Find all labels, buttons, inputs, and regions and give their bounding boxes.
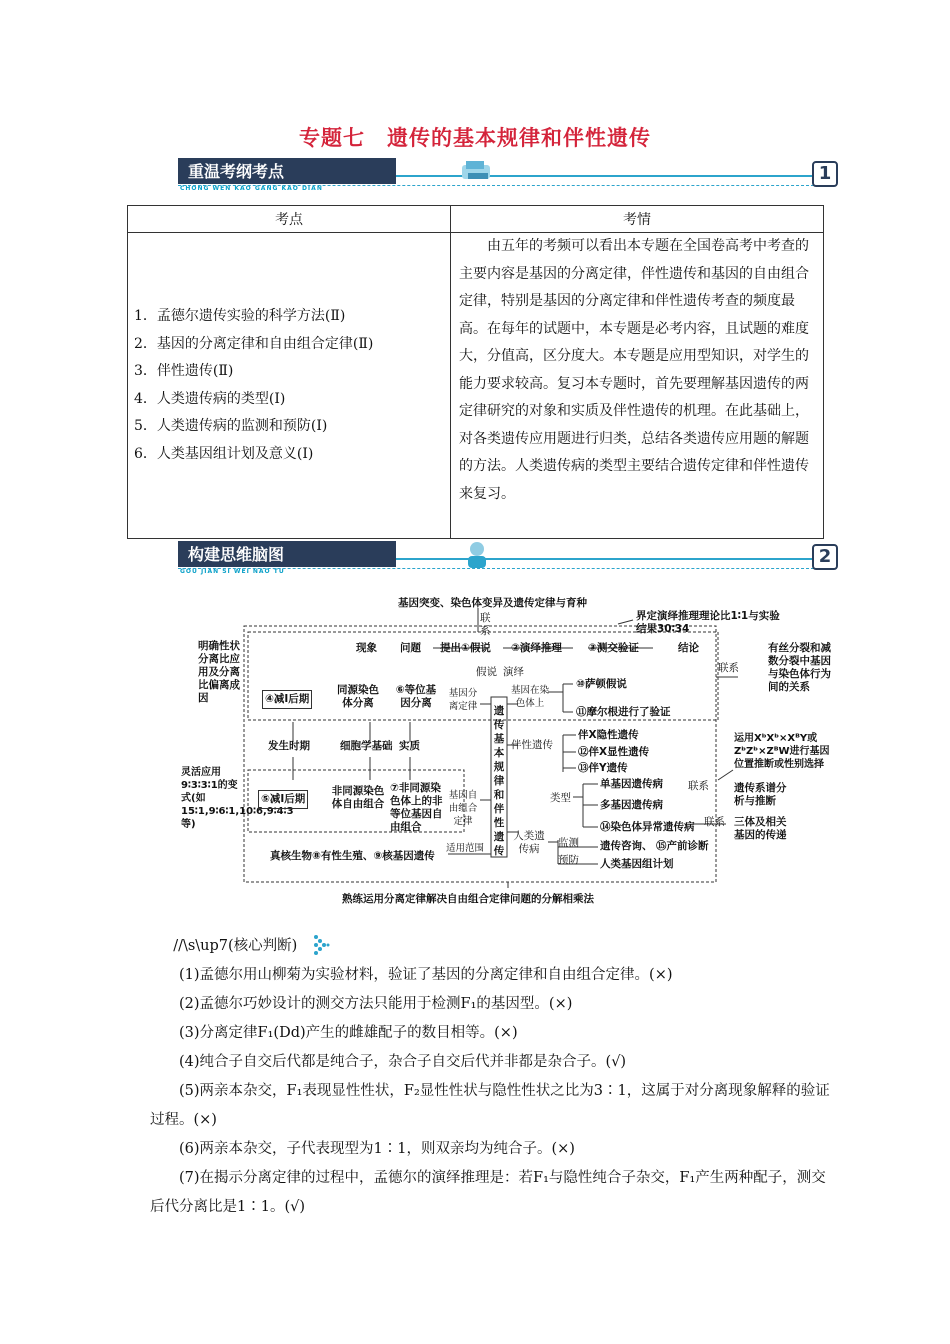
- section-pinyin: GOU JIAN SI WEI NAO TU: [180, 568, 285, 575]
- independent-assortment-law: 基因自由组合定律: [448, 790, 478, 827]
- essence: 实质: [399, 740, 420, 752]
- segregation-law: 基因分离定律: [448, 688, 478, 712]
- judgement-item: (1)孟德尔用山柳菊为实验材料，验证了基因的分离定律和自由组合定律。(×): [179, 967, 673, 983]
- human-genome-project: 人类基因组计划: [600, 858, 674, 870]
- mind-map: [178, 592, 838, 912]
- node-5: ⑤减Ⅰ后期: [258, 790, 308, 809]
- mitosis-meiosis-note: 有丝分裂和减数分裂中基因与染色体行为间的关系: [768, 642, 831, 693]
- judgement-heading: //\s\up7(核心判断): [150, 932, 830, 961]
- flow-deduction: ②演绎推理: [511, 642, 562, 654]
- list-item: 5．人类遗传病的监测和预防(Ⅰ): [134, 418, 328, 434]
- flow-conclusion: 结论: [678, 642, 699, 654]
- prevention-label: 预防: [558, 854, 579, 866]
- books-icon: [458, 155, 496, 187]
- human-genetic-disease: 人类遗传病: [513, 830, 545, 855]
- flow-testcross: ③测交验证: [588, 642, 639, 654]
- list-item: 3．伴性遗传(Ⅱ): [134, 363, 234, 379]
- nonhomologous-assortment: 非同源染色体自由组合: [331, 785, 385, 810]
- top-node: 基因突变、染色体变异及遗传定律与育种: [398, 597, 587, 609]
- judgement-item: (5)两亲本杂交，F₁表现显性性状，F₂显性性状与隐性性状之比为3∶1，这属于对分离现象解释的验证过程。(×): [150, 1083, 830, 1128]
- section-label: 构建思维脑图: [188, 545, 285, 564]
- exam-points-cell: [128, 233, 451, 539]
- node-11: ⑪摩尔根进行了验证: [576, 706, 671, 718]
- page-title: 专题七 遗传的基本规律和伴性遗传: [299, 125, 651, 150]
- x-recessive: 伴X隐性遗传: [578, 729, 639, 741]
- sex-linked-label: 伴性遗传: [511, 739, 553, 751]
- single-gene-disease: 单基因遗传病: [600, 778, 663, 790]
- flow-question: 问题: [400, 642, 421, 654]
- occurrence-period: 发生时期: [268, 740, 310, 752]
- link-label: 联系: [718, 662, 739, 674]
- type-label: 类型: [550, 792, 571, 804]
- table-header: 考情: [451, 206, 824, 233]
- section-number: 1: [812, 161, 838, 187]
- list-item: 4．人类遗传病的类型(Ⅰ): [134, 390, 286, 407]
- homologous-separation: 同源染色体分离: [337, 684, 379, 709]
- section-label: 重温考纲考点: [188, 162, 285, 181]
- genetic-counseling: 遗传咨询、: [600, 840, 653, 852]
- exam-analysis-cell: 由五年的考频可以看出本专题在全国卷高考中考查的主要内容是基因的分离定律，伴性遗传和基因的自由组合定律，特别是基因的分离定律和伴性遗传考查的频度最高。在每年的试题中，本专题是必考内容，且试题的难度大，分值高，区分度大。本专题是应用型知识，对学生的能力要求较高。复习本专题时，首先要理解基因遗传的两定律研究的对象和实质及伴性遗传的机理。在此基础上，对各类遗传应用题进行归类，总结各类遗传应用题的解题的方法。人类遗传病的类型主要结合遗传定律和伴性遗传来复习。: [451, 233, 824, 539]
- theory-ratio-note: 界定演绎推理理论比1∶1与实验结果30∶34: [636, 610, 780, 635]
- section-header-exam-points: [178, 155, 838, 192]
- scope-label: 适用范围: [446, 843, 485, 854]
- list-item: 1．孟德尔遗传实验的科学方法(Ⅱ): [134, 308, 346, 324]
- node-8-9: 真核生物⑧有性生殖、⑨核基因遗传: [270, 850, 435, 862]
- judgement-item: (2)孟德尔巧妙设计的测交方法只能用于检测F₁的基因型。(×): [179, 996, 573, 1012]
- monitor-label: 监测: [558, 837, 579, 849]
- node-4: ④减Ⅰ后期: [262, 690, 312, 709]
- genes-on-chromosomes: 基因在染色体上: [510, 685, 549, 709]
- flow-hypothesis: 提出①假说: [440, 642, 491, 654]
- node-6: ⑥等位基因分离: [395, 684, 437, 709]
- node-10: ⑩萨顿假说: [576, 678, 627, 690]
- link-label: 联系: [704, 816, 725, 828]
- list-item: 6．人类基因组计划及意义(Ⅰ): [134, 445, 314, 462]
- bottom-node: 熟练运用分离定律解决自由组合定律问题的分解相乘法: [342, 893, 594, 905]
- table-row: [128, 233, 824, 539]
- cytological-basis: 细胞学基础: [340, 740, 393, 752]
- hypothesis-label: 假说: [476, 666, 497, 678]
- section-header-mindmap: [178, 538, 838, 575]
- multi-gene-disease: 多基因遗传病: [600, 799, 663, 811]
- trisomy-note: 三体及相关基因的传递: [734, 816, 787, 841]
- node-14: ⑭染色体异常遗传病: [600, 821, 695, 833]
- judgement-item: (7)在揭示分离定律的过程中，孟德尔的演绎推理是：若F₁与隐性纯合子杂交，F₁产生两种配子，测交后代分离比是1∶1。(√): [150, 1170, 826, 1215]
- ratio-variant-note: 灵活应用9∶3∶3∶1的变式(如15∶1,9∶6∶1,10∶6,9∶4∶3等): [181, 767, 294, 830]
- node-13: ⑬伴Y遗传: [578, 762, 628, 774]
- node-7: ⑦非同源染色体上的非等位基因自由组合: [390, 782, 443, 833]
- gene-position-note: 运用XᵇXᵇ×XᴮY或ZᵇZᵇ×ZᴮW进行基因位置推断或性别选择: [734, 733, 830, 770]
- node-12: ⑫伴X显性遗传: [578, 746, 650, 758]
- list-item: 2．基因的分离定律和自由组合定律(Ⅱ): [134, 335, 374, 352]
- judgement-item: (6)两亲本杂交，子代表现型为1∶1，则双亲均为纯合子。(×): [179, 1141, 575, 1157]
- ratio-application-note: 明确性状分离比应用及分离比偏离成因: [198, 640, 240, 704]
- section-pinyin: CHONG WEN KAO GANG KAO DIAN: [180, 185, 323, 192]
- flow-phenomenon: 现象: [356, 642, 377, 654]
- dots-icon: [312, 933, 332, 959]
- center-node: 遗传基本规律和伴性遗传: [493, 705, 505, 857]
- core-judgement: [150, 932, 830, 1222]
- section-number: 2: [812, 544, 838, 570]
- link-label: 联系: [480, 612, 491, 637]
- link-label: 联系: [688, 780, 709, 792]
- table-header-row: [128, 206, 824, 233]
- pedigree-note: 遗传系谱分析与推断: [734, 782, 787, 807]
- judgement-item: (4)纯合子自交后代都是纯合子，杂合子自交后代并非都是杂合子。(√): [179, 1054, 627, 1070]
- exam-points-table: [127, 205, 824, 539]
- table-header: 考点: [128, 206, 451, 233]
- node-15: ⑮产前诊断: [656, 840, 709, 852]
- judgement-item: (3)分离定律F₁(Dd)产生的雌雄配子的数目相等。(×): [179, 1025, 518, 1041]
- deduction-label: 演绎: [503, 666, 524, 678]
- student-icon: [458, 538, 496, 570]
